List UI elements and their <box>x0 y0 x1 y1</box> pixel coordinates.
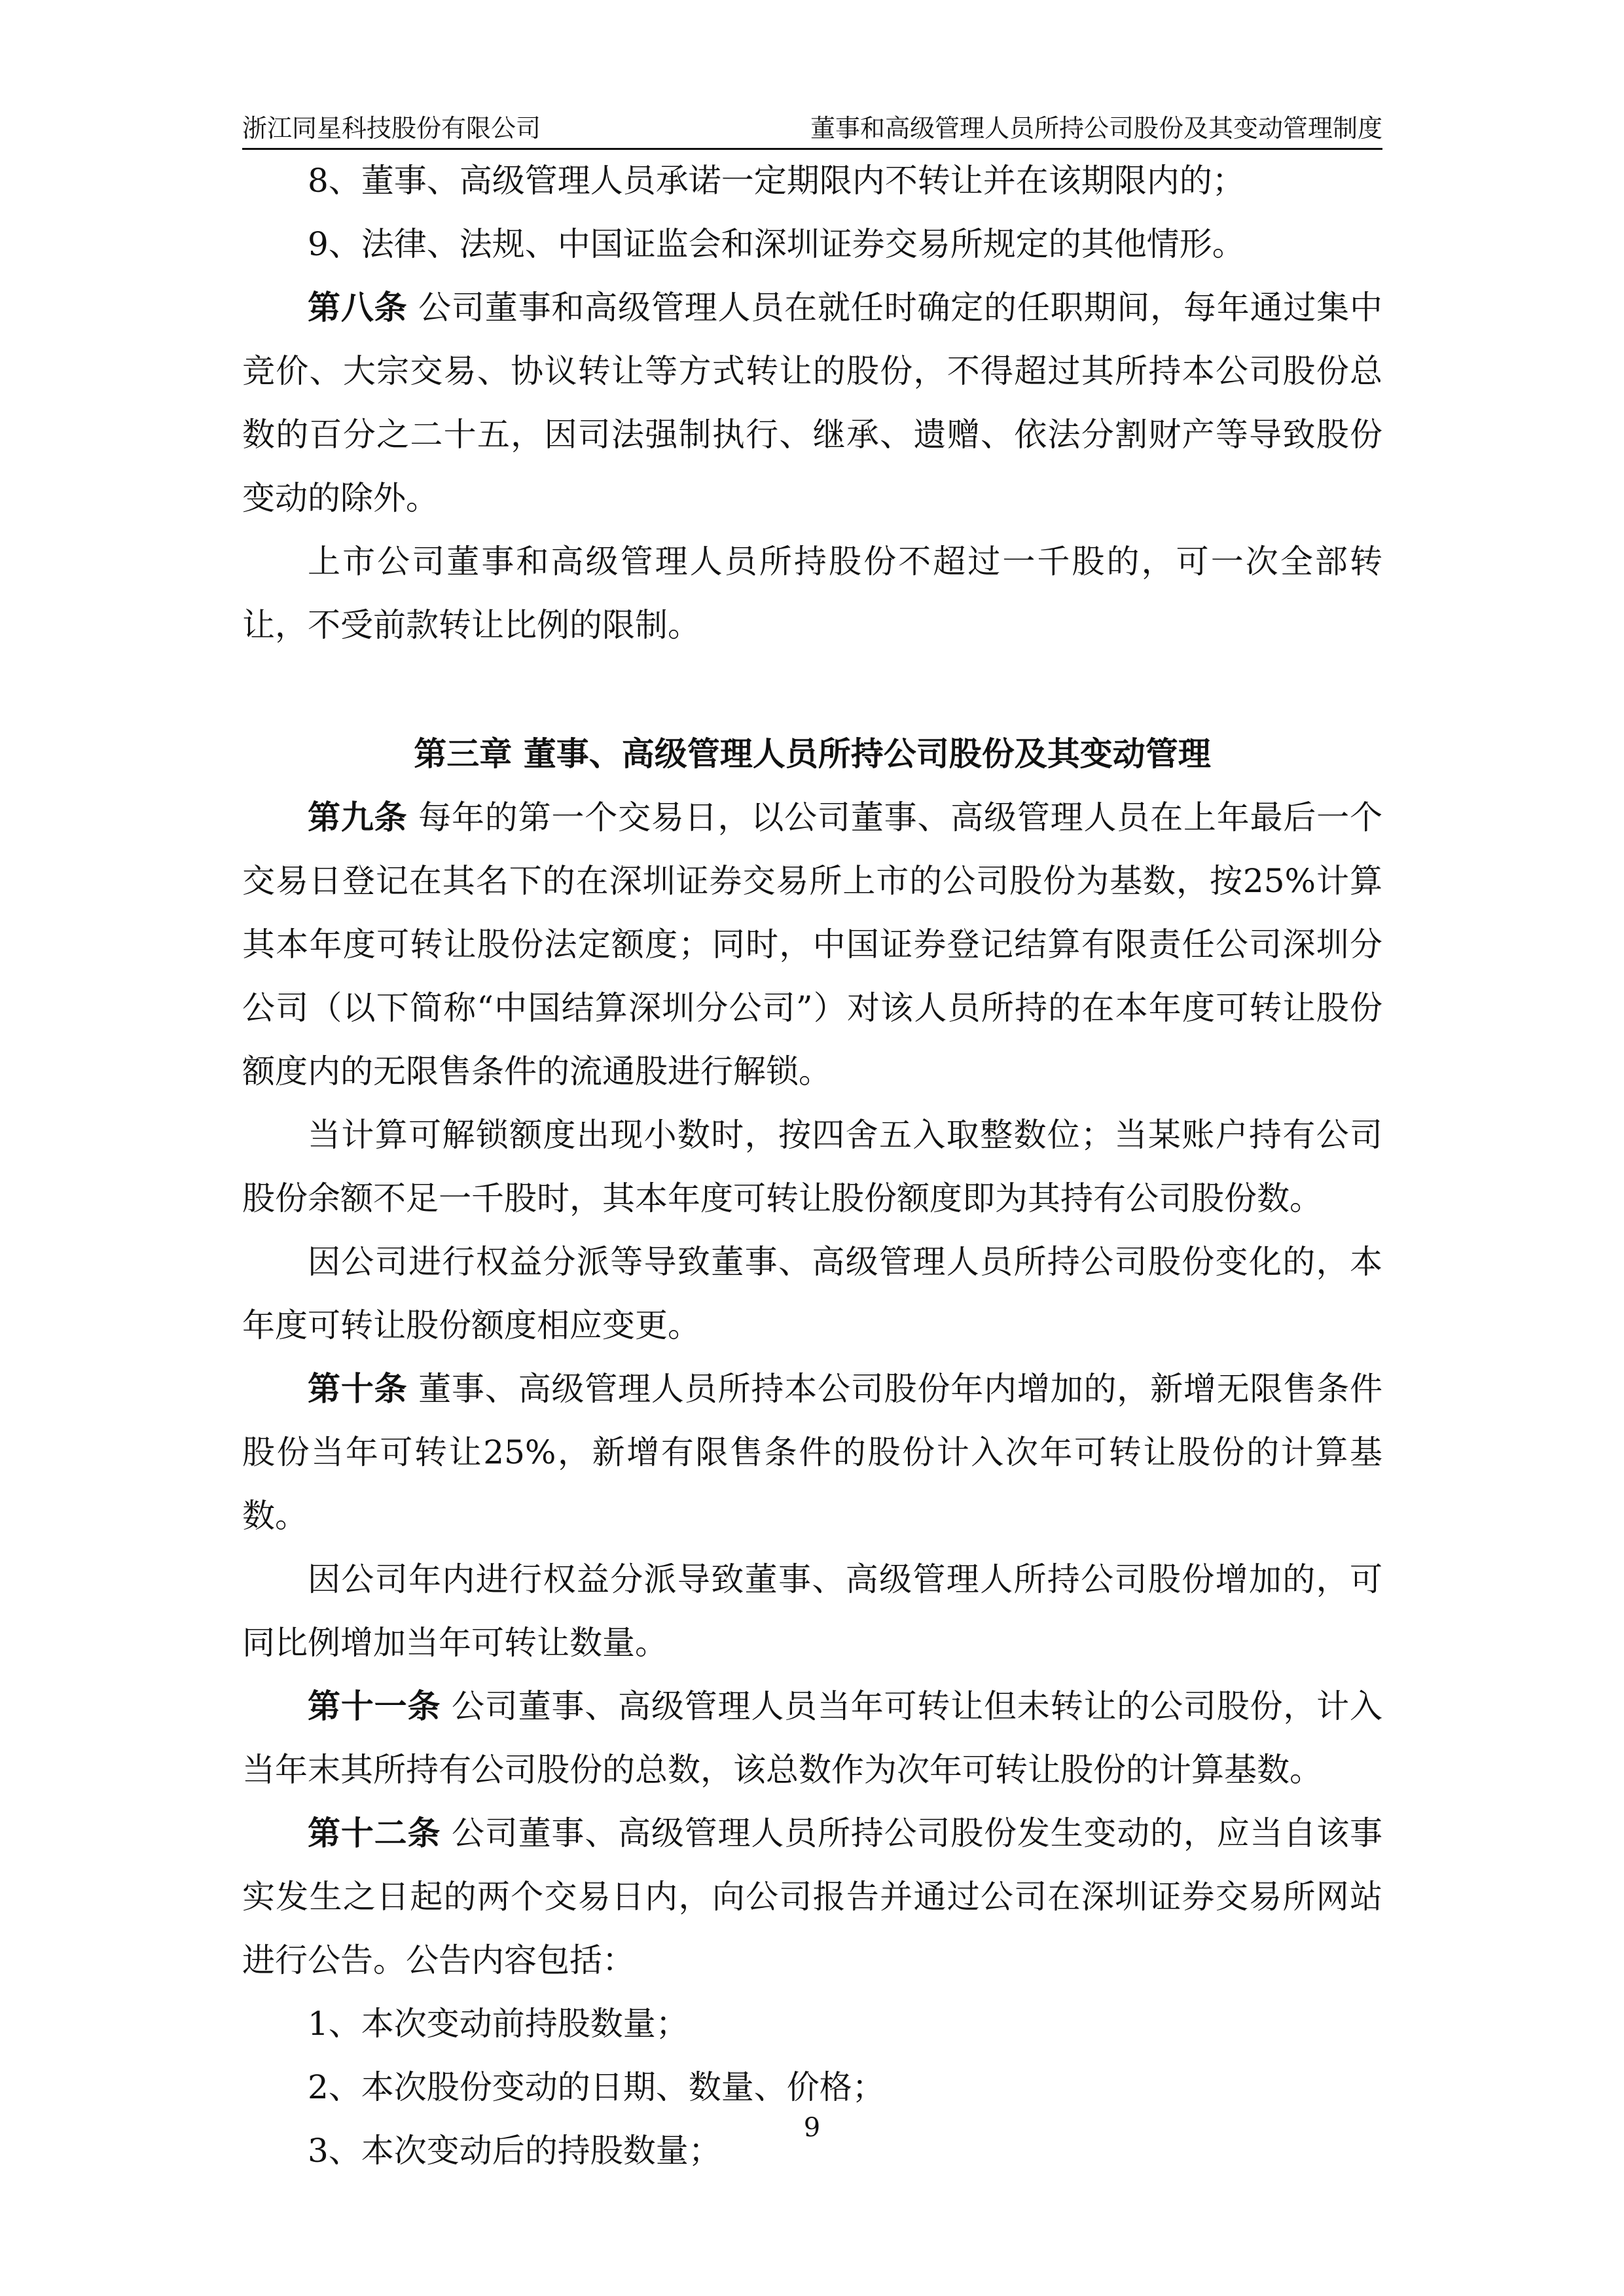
article-12 <box>242 1802 1382 1992</box>
article-11 <box>242 1675 1382 1802</box>
page-header <box>242 111 1382 150</box>
list-item: 2、本次股份变动的日期、数量、价格； <box>308 2068 885 2106</box>
article-12-label: 第十二条 <box>308 1814 441 1852</box>
article-9-paragraph-2: 当计算可解锁额度出现小数时，按四舍五入取整数位；当某账户持有公司股份余额不足一千股时，其本年度可转让股份额度即为其持有公司股份数。 <box>242 1116 1382 1217</box>
article-12-text: 公司董事、高级管理人员所持公司股份发生变动的，应当自该事实发生之日起的两个交易日内，向公司报告并通过公司在深圳证券交易所网站进行公告。公告内容包括： <box>242 1814 1382 1979</box>
header-document-title: 董事和高级管理人员所持公司股份及其变动管理制度 <box>810 114 1382 143</box>
article-9-text: 每年的第一个交易日，以公司董事、高级管理人员在上年最后一个交易日登记在其名下的在深圳证券交易所上市的公司股份为基数，按25%计算其本年度可转让股份法定额度；同时，中国证券登记结算有限责任公司深圳分公司（以下简称“中国结算深圳分公司”）对该人员所持的在本年度可转让股份额度内的无限售条件的流通股进行解锁。 <box>242 798 1382 1090</box>
article-10-label: 第十条 <box>308 1370 408 1408</box>
list-item: 9、法律、法规、中国证监会和深圳证券交易所规定的其他情形。 <box>308 225 1245 263</box>
article-8-text: 公司董事和高级管理人员在就任时确定的任职期间，每年通过集中竞价、大宗交易、协议转让等方式转让的股份，不得超过其所持本公司股份总数的百分之二十五，因司法强制执行、继承、遗赠、依法分割财产等导致股份变动的除外。 <box>242 289 1382 517</box>
document-body <box>242 149 1382 2183</box>
article-8-paragraph-2: 上市公司董事和高级管理人员所持股份不超过一千股的，可一次全部转让，不受前款转让比例的限制。 <box>242 543 1382 644</box>
page-number: 9 <box>803 2113 821 2143</box>
article-10-paragraph-2: 因公司年内进行权益分派导致董事、高级管理人所持公司股份增加的，可同比例增加当年可转让数量。 <box>242 1560 1382 1662</box>
article-11-label: 第十一条 <box>308 1687 441 1725</box>
article-11-text: 公司董事、高级管理人员当年可转让但未转让的公司股份，计入当年末其所持有公司股份的总数，该总数作为次年可转让股份的计算基数。 <box>242 1687 1382 1789</box>
article-9-paragraph-3: 因公司进行权益分派等导致董事、高级管理人员所持公司股份变化的，本年度可转让股份额度相应变更。 <box>242 1243 1382 1344</box>
list-item: 8、董事、高级管理人员承诺一定期限内不转让并在该期限内的； <box>308 162 1245 200</box>
list-item: 3、本次变动后的持股数量； <box>308 2132 721 2170</box>
header-company-name: 浙江同星科技股份有限公司 <box>242 114 541 143</box>
article-10 <box>242 1357 1382 1548</box>
article-9 <box>242 786 1382 1103</box>
article-8-label: 第八条 <box>308 289 408 327</box>
chapter-title: 第三章 董事、高级管理人员所持公司股份及其变动管理 <box>414 735 1211 773</box>
article-10-text: 董事、高级管理人员所持本公司股份年内增加的，新增无限售条件股份当年可转让25%，新增有限售条件的股份计入次年可转让股份的计算基数。 <box>242 1370 1382 1535</box>
list-item: 1、本次变动前持股数量； <box>308 2005 689 2043</box>
article-9-label: 第九条 <box>308 798 408 836</box>
article-8 <box>242 276 1382 530</box>
